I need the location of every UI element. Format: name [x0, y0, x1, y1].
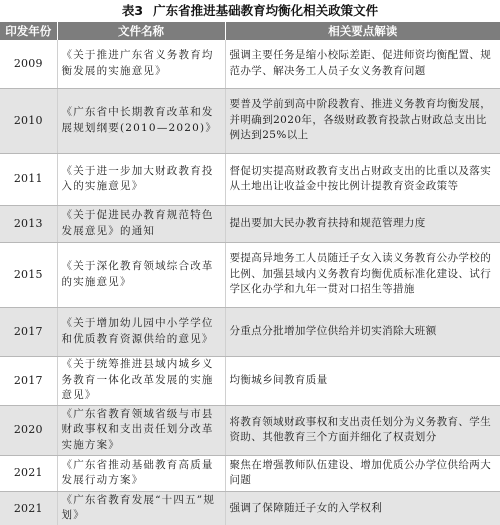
header-year: 印发年份	[0, 22, 57, 40]
table-title: 广东省推进基础教育均衡化相关政策文件	[153, 3, 379, 18]
cell-document: 《关于统筹推进县域内城乡义务教育一体化改革发展的实施意见》	[57, 356, 225, 405]
table-row	[0, 40, 500, 88]
cell-document: 《关于增加幼儿园中小学学位和优质教育资源供给的意见》	[57, 307, 225, 356]
cell-points: 分重点分批增加学位供给并切实消除大班额	[225, 307, 500, 356]
header-points: 相关要点解读	[225, 22, 500, 40]
table-row	[0, 88, 500, 153]
table-row	[0, 242, 500, 307]
table-number: 表3	[121, 3, 144, 18]
cell-points: 要普及学前到高中阶段教育、推进义务教育均衡发展，并明确到2020年，各级财政教育投款占财政总支出比例达到25%以上	[225, 88, 500, 153]
cell-year: 2017	[0, 307, 57, 356]
cell-document: 《关于进一步加大财政教育投入的实施意见》	[57, 153, 225, 205]
cell-document: 《广东省教育发展“十四五”规划》	[57, 491, 225, 525]
cell-document: 《关于深化教育领域综合改革的实施意见》	[57, 242, 225, 307]
cell-year: 2009	[0, 40, 57, 88]
cell-points: 将教育领域财政事权和支出责任划分为义务教育、学生资助、其他教育三个方面并细化了权责划分	[225, 405, 500, 455]
cell-year: 2015	[0, 242, 57, 307]
cell-points: 强调了保障随迁子女的入学权利	[225, 491, 500, 525]
cell-points: 均衡城乡间教育质量	[225, 356, 500, 405]
policy-table	[0, 22, 500, 525]
cell-year: 2011	[0, 153, 57, 205]
table-row	[0, 491, 500, 525]
cell-document: 《广东省中长期教育改革和发展规划纲要(2010—2020)》	[57, 88, 225, 153]
cell-year: 2017	[0, 356, 57, 405]
cell-year: 2010	[0, 88, 57, 153]
cell-year: 2021	[0, 455, 57, 491]
cell-points: 强调主要任务是缩小校际差距、促进师资均衡配置、规范办学、解决务工人员子女义务教育问题	[225, 40, 500, 88]
cell-document: 《关于促进民办教育规范特色发展意见》的通知	[57, 205, 225, 242]
cell-points: 提出要加大民办教育扶持和规范管理力度	[225, 205, 500, 242]
table-row	[0, 205, 500, 242]
table-row	[0, 455, 500, 491]
cell-points: 聚焦在增强教师队伍建设、增加优质公办学位供给两大问题	[225, 455, 500, 491]
header-document: 文件名称	[57, 22, 225, 40]
table-row	[0, 405, 500, 455]
table-header-row	[0, 22, 500, 40]
cell-year: 2013	[0, 205, 57, 242]
cell-document: 《广东省推动基础教育高质量发展行动方案》	[57, 455, 225, 491]
table-row	[0, 356, 500, 405]
cell-document: 《关于推进广东省义务教育均衡发展的实施意见》	[57, 40, 225, 88]
cell-points: 要提高异地务工人员随迁子女入读义务教育公办学校的比例、加强县域内义务教育均衡优质标准化建设、试行学区化办学和九年一贯对口招生等措施	[225, 242, 500, 307]
cell-points: 督促切实提高财政教育支出占财政支出的比重以及落实从土地出让收益金中按比例计提教育资金政策等	[225, 153, 500, 205]
table-row	[0, 307, 500, 356]
cell-document: 《广东省教育领域省级与市县财政事权和支出责任划分改革实施方案》	[57, 405, 225, 455]
cell-year: 2020	[0, 405, 57, 455]
table-row	[0, 153, 500, 205]
table-caption	[0, 0, 500, 22]
cell-year: 2021	[0, 491, 57, 525]
